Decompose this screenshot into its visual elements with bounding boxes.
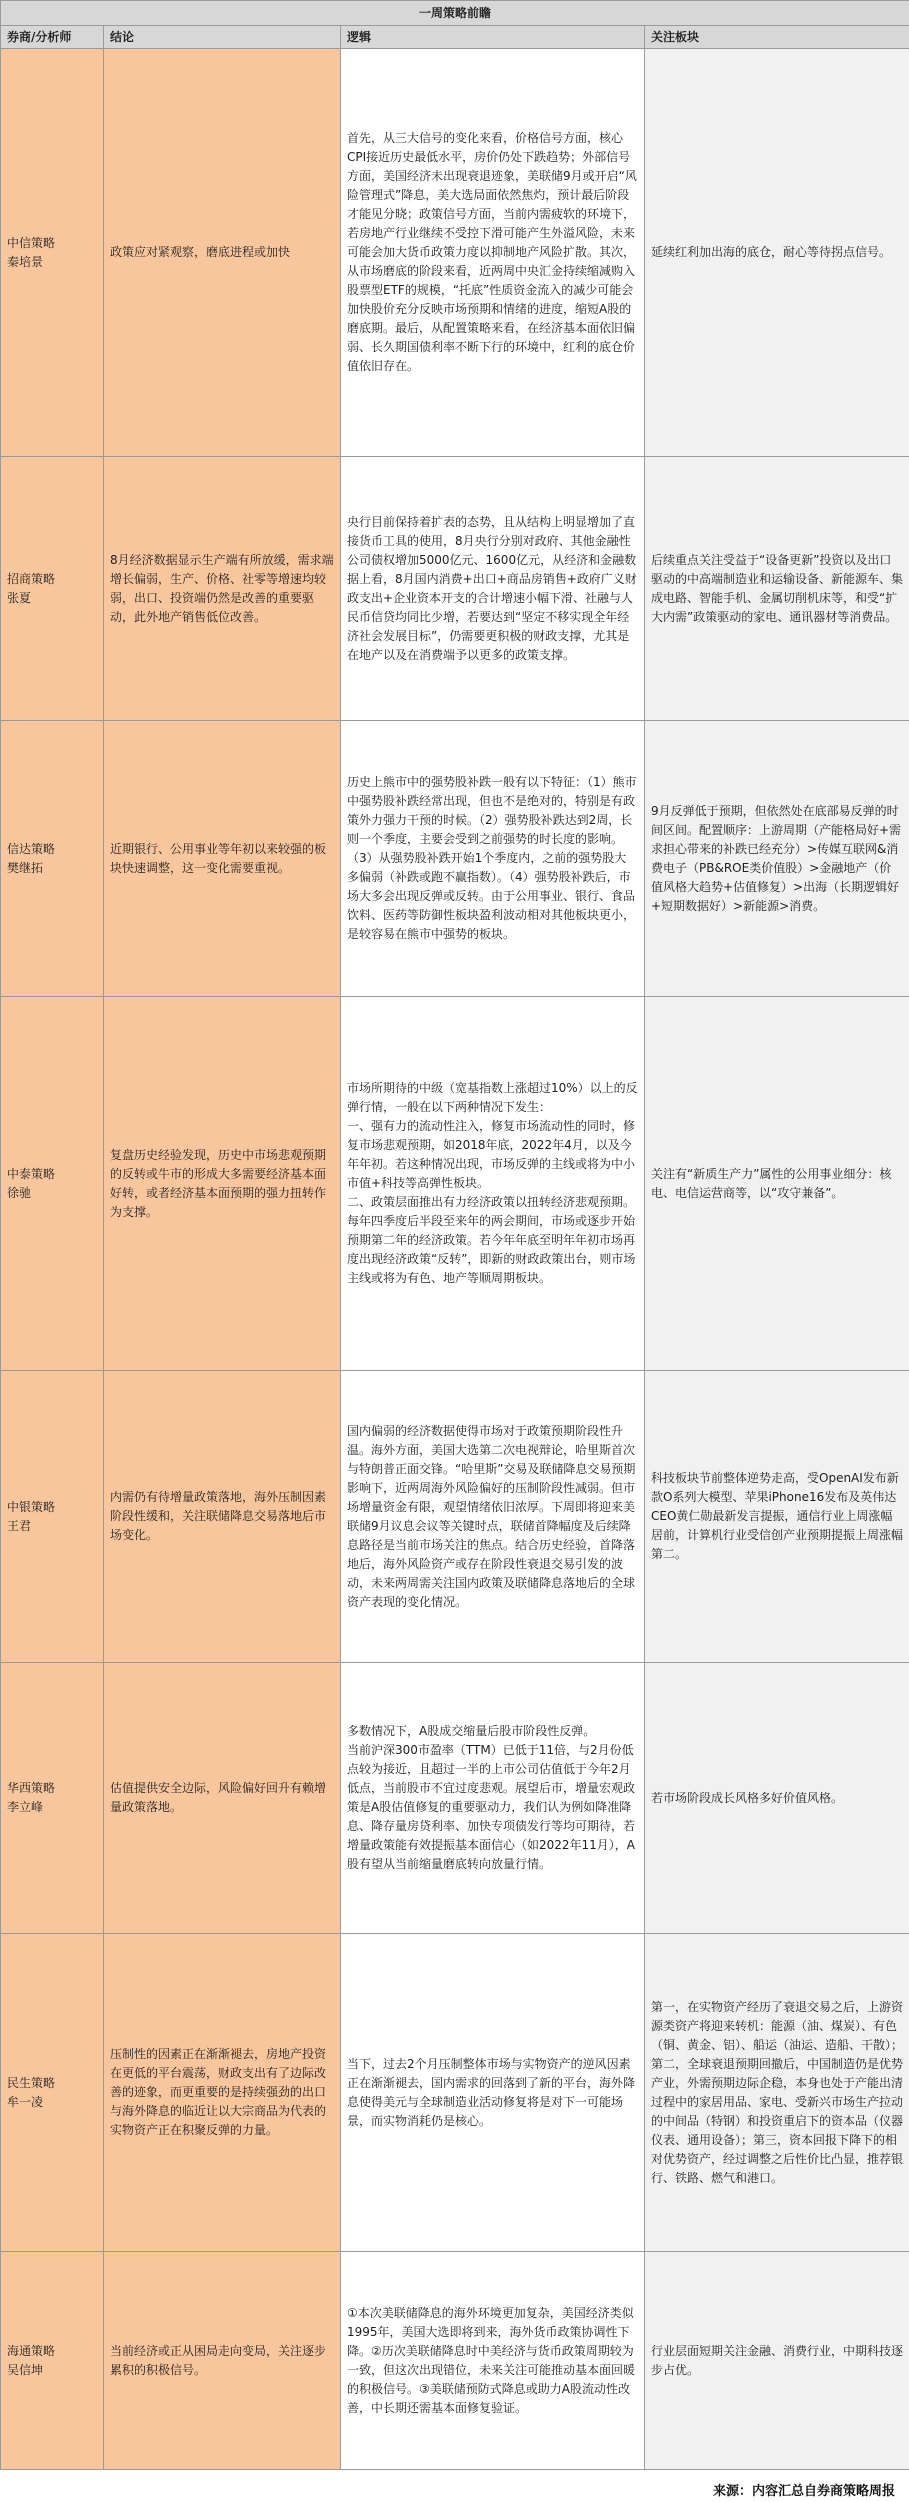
logic-cell: 国内偏弱的经济数据使得市场对于政策预期阶段性升温。海外方面，美国大选第二次电视辩论，哈里斯首次与特朗普正面交锋。“哈里斯”交易及联储降息交易预期影响下，近两周海外风险偏好的压制阶段性减弱。但市场增量资金有限，观望情绪依旧浓厚。下周即将迎来美联储9月议息会议等关键时点，联储首降幅度及后续降息路径是当前市场关注的焦点。结合历史经验，首降落地后，海外风险资产或存在阶段性衰退交易引发的波动，未来两周需关注国内政策及联储降息落地后的全球资产表现的变化情况。 [341, 1371, 645, 1663]
focus-cell: 关注有“新质生产力”属性的公用事业细分：核电、电信运营商等，以“攻守兼备”。 [645, 997, 909, 1371]
logic-cell: ①本次美联储降息的海外环境更加复杂，美国经济类似1995年，美国大选即将到来，海外货币政策协调性下降。②历次美联储降息时中美经济与货币政策周期较为一致，但这次出现错位，未来关注可能推动基本面回暖的积极信号。③美联储预防式降息或助力A股流动性改善，中长期还需基本面修复验证。 [341, 2252, 645, 2470]
source-note: 来源：内容汇总自券商策略周报 [712, 2484, 895, 2499]
table-row [1, 49, 909, 457]
broker-cell: 信达策略 樊继拓 [1, 721, 104, 997]
header-conclusion: 结论 [104, 26, 341, 49]
broker-cell: 民生策略 牟一凌 [1, 1934, 104, 2252]
broker-cell: 招商策略 张夏 [1, 457, 104, 721]
table-row [1, 997, 909, 1371]
table-title: 一周策略前瞻 [1, 1, 909, 26]
conclusion-cell: 压制性的因素正在渐渐褪去，房地产投资在更低的平台震荡，财政支出有了边际改善的迹象，而更重要的是持续强劲的出口与海外降息的临近让以大宗商品为代表的实物资产正在积聚反弹的力量。 [104, 1934, 341, 2252]
focus-cell: 9月反弹低于预期，但依然处在底部易反弹的时间区间。配置顺序：上游周期（产能格局好+需求担心带来的补跌已经充分）>传媒互联网&消费电子（PB&ROE类价值股）>金融地产（价值风格大趋势+估值修复）>出海（长期逻辑好+短期数据好）>新能源>消费。 [645, 721, 909, 997]
table-row [1, 721, 909, 997]
conclusion-cell: 内需仍有待增量政策落地，海外压制因素阶段性缓和，关注联储降息交易落地后市场变化。 [104, 1371, 341, 1663]
table-row [1, 2252, 909, 2470]
logic-cell: 市场所期待的中级（宽基指数上涨超过10%）以上的反弹行情，一般在以下两种情况下发生： 一、强有力的流动性注入，修复市场流动性的同时，修复市场悲观预期，如2018年底，2022年4月，以及今年年初。若这种情况出现，市场反弹的主线或将为中小市值+科技等高弹性板块。 二、政策层面推出有力经济政策以扭转经济悲观预期。每年四季度后半段至来年的两会期间，市场或逐步开始预期第二年的经济政策。若今年年底至明年年初市场再度出现经济政策“反转”，即新的财政政策出台，则市场主线或将为有色、地产等顺周期板块。 [341, 997, 645, 1371]
broker-cell: 海通策略 吴信坤 [1, 2252, 104, 2470]
table-row [1, 1371, 909, 1663]
focus-cell: 后续重点关注受益于“设备更新”投资以及出口驱动的中高端制造业和运输设备、新能源车、集成电路、智能手机、金属切削机床等，和受“扩大内需”政策驱动的家电、通讯器材等消费品。 [645, 457, 909, 721]
header-logic: 逻辑 [341, 26, 645, 49]
table-row [1, 457, 909, 721]
logic-cell: 多数情况下，A股成交缩量后股市阶段性反弹。 当前沪深300市盈率（TTM）已低于11倍，与2月份低点较为接近，且超过一半的上市公司估值低于今年2月低点，当前股市不宜过度悲观。展望后市，增量宏观政策是A股估值修复的重要驱动力，我们认为例如降准降息、降存量房贷利率、加快专项债发行等均可期待，若增量政策能有效提振基本面信心（如2022年11月），A股有望从当前缩量磨底转向放量行情。 [341, 1663, 645, 1934]
logic-cell: 央行目前保持着扩表的态势，且从结构上明显增加了直接货币工具的使用，8月央行分别对政府、其他金融性公司债权增加5000亿元、1600亿元，从经济和金融数据上看，8月国内消费+出口+商品房销售+政府广义财政支出+企业资本开支的合计增速小幅下滑、社融与人民币信贷均同比少增，若要达到“坚定不移实现全年经济社会发展目标”，仍需要更积极的财政支撑，尤其是在地产以及在消费端予以更多的政策支撑。 [341, 457, 645, 721]
conclusion-cell: 当前经济或正从困局走向变局，关注逐步累积的积极信号。 [104, 2252, 341, 2470]
logic-cell: 首先，从三大信号的变化来看，价格信号方面，核心CPI接近历史最低水平，房价仍处下跌趋势；外部信号方面，美国经济未出现衰退迹象，美联储9月或开启“风险管理式”降息，美大选局面依然焦灼，预计最后阶段才能见分晓；政策信号方面，当前内需疲软的环境下，若房地产行业继续不受控下滑可能产生外溢风险，未来可能会加大货币政策力度以抑制地产风险扩散。其次，从市场磨底的阶段来看，近两周中央汇金持续缩减购入股票型ETF的规模，“托底”性质资金流入的减少可能会加快股价充分反映市场预期和情绪的进度，缩短A股的磨底期。最后，从配置策略来看，在经济基本面依旧偏弱、长久期国债利率不断下行的环境中，红利的底仓价值依旧存在。 [341, 49, 645, 457]
broker-cell: 中银策略 王君 [1, 1371, 104, 1663]
broker-cell: 中泰策略 徐驰 [1, 997, 104, 1371]
broker-cell: 华西策略 李立峰 [1, 1663, 104, 1934]
conclusion-cell: 8月经济数据显示生产端有所放缓，需求端增长偏弱，生产、价格、社零等增速均较弱，出口、投资端仍然是改善的重要驱动，此外地产销售低位改善。 [104, 457, 341, 721]
table-row [1, 1934, 909, 2252]
focus-cell: 科技板块节前整体逆势走高，受OpenAI发布新款O系列大模型、苹果iPhone16发布及英伟达CEO黄仁勋最新发言提振，通信行业上周涨幅居前，计算机行业受信创产业预期提振上周涨幅第二。 [645, 1371, 909, 1663]
header-broker: 券商/分析师 [1, 26, 104, 49]
broker-cell: 中信策略 秦培景 [1, 49, 104, 457]
conclusion-cell: 政策应对紧观察，磨底进程或加快 [104, 49, 341, 457]
focus-cell: 行业层面短期关注金融、消费行业，中期科技逐步占优。 [645, 2252, 909, 2470]
focus-cell: 第一，在实物资产经历了衰退交易之后，上游资源类资产将迎来转机：能源（油、煤炭）、有色（铜、黄金、铝）、船运（油运、造船、干散）；第二，全球衰退预期回撤后，中国制造仍是优势产业，外需预期边际企稳，本身也处于产能出清过程中的家居用品、家电、受新兴市场生产拉动的中间品（特钢）和投资重启下的资本品（仪器仪表、通用设备）；第三，资本回报下降下的相对优势资产，经过调整之后性价比凸显，推荐银行、铁路、燃气和港口。 [645, 1934, 909, 2252]
conclusion-cell: 近期银行、公用事业等年初以来较强的板块快速调整，这一变化需要重视。 [104, 721, 341, 997]
header-row [1, 26, 909, 49]
logic-cell: 历史上熊市中的强势股补跌一般有以下特征：（1）熊市中强势股补跌经常出现，但也不是绝对的，特别是有政策外力强力干预的时候。（2）强势股补跌达到2周，长则一个季度，主要会受到之前强势的时长度的影响。（3）从强势股补跌开始1个季度内，之前的强势股大多偏弱（补跌或跑不赢指数）。（4）强势股补跌后，市场大多会出现反弹或反转。由于公用事业、银行、食品饮料、医药等防御性板块盈利波动相对其他板块更小，是较容易在熊市中强势的板块。 [341, 721, 645, 997]
conclusion-cell: 复盘历史经验发现，历史中市场悲观预期的反转或牛市的形成大多需要经济基本面好转，或者经济基本面预期的强力扭转作为支撑。 [104, 997, 341, 1371]
table-row [1, 1663, 909, 1934]
focus-cell: 若市场阶段成长风格多好价值风格。 [645, 1663, 909, 1934]
header-focus: 关注板块 [645, 26, 909, 49]
focus-cell: 延续红利加出海的底仓，耐心等待拐点信号。 [645, 49, 909, 457]
logic-cell: 当下，过去2个月压制整体市场与实物资产的逆风因素正在渐渐褪去，国内需求的回落到了新的平台，海外降息使得美元与全球制造业活动修复将是对下一可能场景，而实物消耗仍是核心。 [341, 1934, 645, 2252]
conclusion-cell: 估值提供安全边际，风险偏好回升有赖增量政策落地。 [104, 1663, 341, 1934]
